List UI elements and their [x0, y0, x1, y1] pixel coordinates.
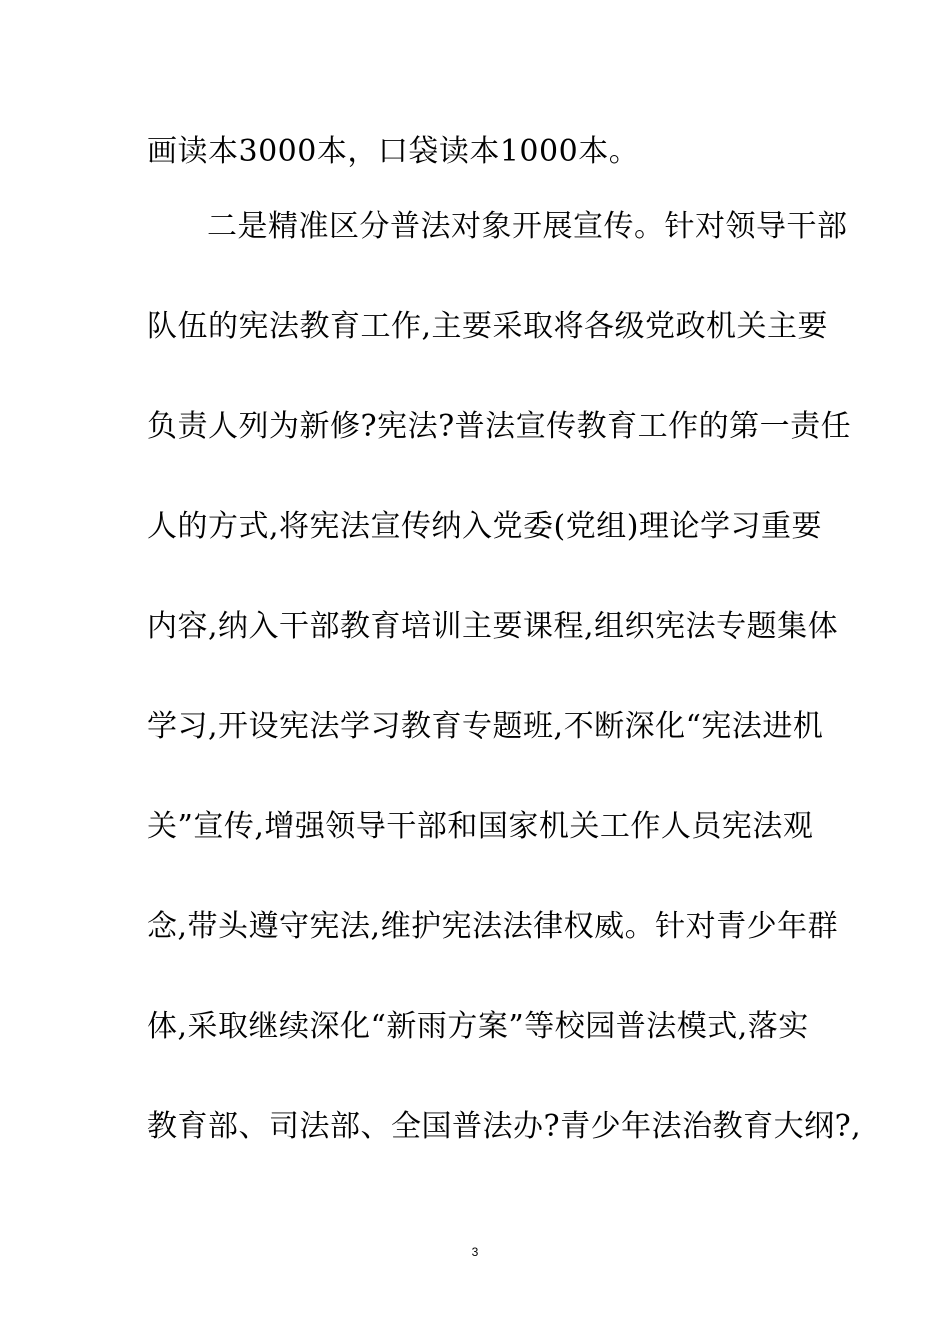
text-line-5: 人的方式,将宪法宣传纳入党委(党组)理论学习重要 [147, 509, 822, 544]
paragraph-first-line: 二是精准区分普法对象开展宣传。针对领导干部 [207, 209, 848, 244]
text-line-8: 关”宣传,增强领导干部和国家机关工作人员宪法观 [147, 809, 814, 844]
text-line-7: 学习,开设宪法学习教育专题班,不断深化“宪法进机 [147, 709, 824, 744]
page-number: 3 [471, 1245, 479, 1259]
text-line-10: 体,采取继续深化“新雨方案”等校园普法模式,落实 [147, 1009, 809, 1044]
text-line-9: 念,带头遵守宪法,维护宪法法律权威。针对青少年群 [147, 909, 839, 944]
text-line-1: 画读本3000本，口袋读本1000本。 [147, 134, 640, 169]
text-line-4: 负责人列为新修?宪法?普法宣传教育工作的第一责任 [147, 409, 852, 444]
text-line-3: 队伍的宪法教育工作,主要采取将各级党政机关主要 [147, 309, 829, 344]
text-line-11: 教育部、司法部、全国普法办?青少年法治教育大纲?, [147, 1109, 862, 1144]
text-line-6: 内容,纳入干部教育培训主要课程,组织宪法专题集体 [147, 609, 839, 644]
